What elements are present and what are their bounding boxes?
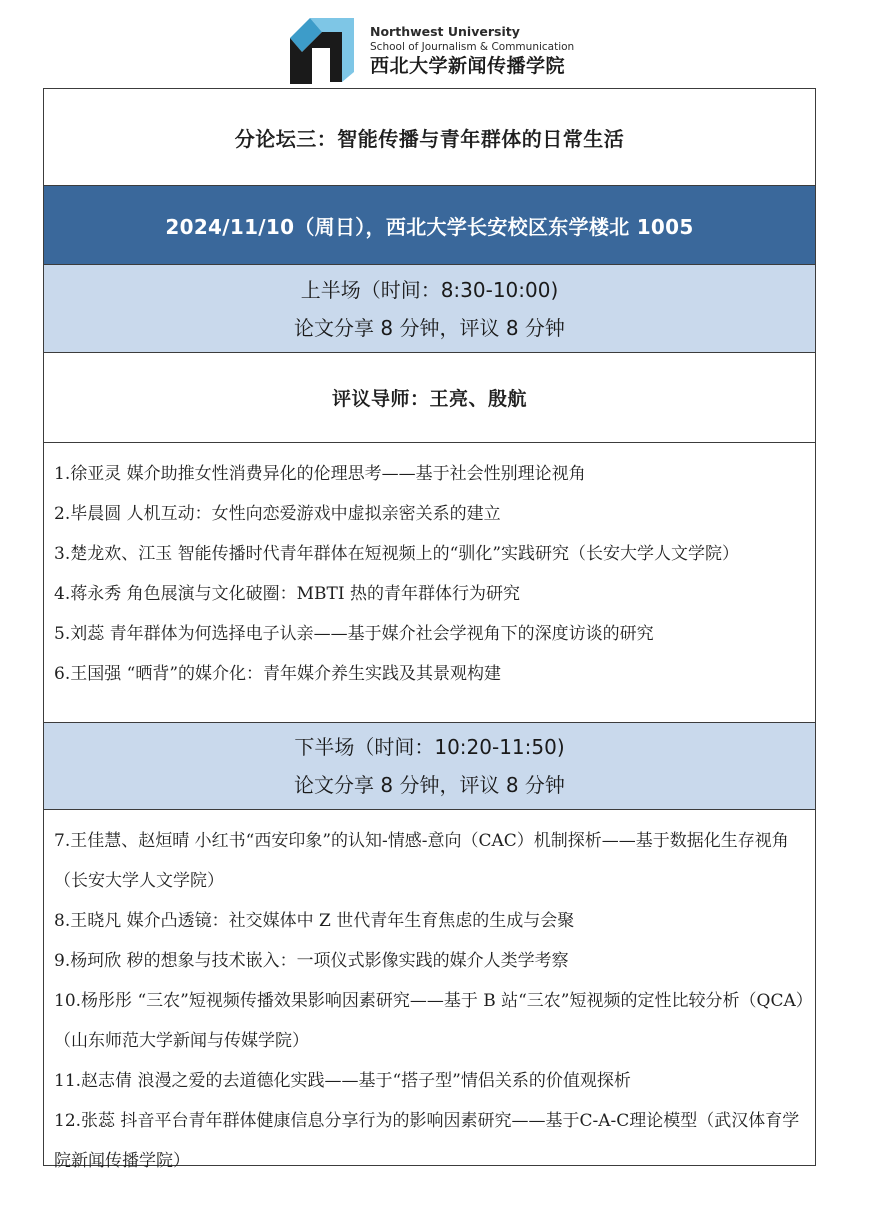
second-half-session: 下半场（时间：10:20-11:50) [294, 735, 565, 759]
paper-item: 10.杨彤彤 “三农”短视频传播效果影响因素研究——基于 B 站“三农”短视频的定性比较分析（QCA）（山东师范大学新闻与传媒学院） [54, 991, 805, 1051]
first-half-format: 论文分享 8 分钟，评议 8 分钟 [294, 315, 565, 340]
paper-item: 12.张蕊 抖音平台青年群体健康信息分享行为的影响因素研究——基于C-A-C理论模型（武汉体育学院新闻传播学院） [54, 1111, 800, 1171]
paper-item: 9.杨珂欣 秽的想象与技术嵌入：一项仪式影像实践的媒介人类学考察 [54, 951, 569, 971]
first-half-header [44, 265, 815, 353]
first-half-session: 上半场（时间：8:30-10:00) [300, 277, 559, 302]
schedule-table [43, 88, 816, 1171]
paper-item: 8.王晓凡 媒介凸透镜：社交媒体中 Z 世代青年生育焦虑的生成与会聚 [54, 911, 575, 931]
paper-item: 2.毕晨圆 人机互动：女性向恋爱游戏中虚拟亲密关系的建立 [54, 504, 501, 524]
second-half-format: 论文分享 8 分钟，评议 8 分钟 [294, 773, 565, 797]
paper-item: 11.赵志倩 浪漫之爱的去道德化实践——基于“搭子型”情侣关系的价值观探析 [54, 1071, 631, 1091]
paper-item: 1.徐亚灵 媒介助推女性消费异化的伦理思考——基于社会性别理论视角 [54, 464, 586, 484]
logo-university-en: Northwest University [370, 24, 520, 39]
first-half-paper-list [44, 443, 815, 723]
paper-item: 7.王佳慧、赵烜晴 小红书“西安印象”的认知-情感-意向（CAC）机制探析——基于数据化生存视角（长安大学人文学院） [54, 831, 789, 891]
paper-item: 6.王国强 “晒背”的媒介化：青年媒介养生实践及其景观构建 [54, 664, 502, 684]
date-venue: 2024/11/10（周日），西北大学长安校区东学楼北 1005 [165, 214, 694, 239]
paper-item: 5.刘蕊 青年群体为何选择电子认亲——基于媒介社会学视角下的深度访谈的研究 [54, 624, 654, 644]
mentor-row [44, 353, 815, 443]
logo-name-cn: 西北大学新闻传播学院 [370, 55, 566, 77]
university-logo [288, 14, 578, 84]
paper-item: 3.楚龙欢、江玉 智能传播时代青年群体在短视频上的“驯化”实践研究（长安大学人文学院） [54, 544, 740, 564]
review-mentors: 评议导师：王亮、殷航 [331, 388, 527, 410]
nwu-cube-logo-icon [288, 14, 356, 84]
second-half-header [44, 723, 815, 810]
title-row [44, 89, 815, 186]
date-venue-row [44, 186, 815, 265]
forum-title: 分论坛三：智能传播与青年群体的日常生活 [234, 126, 625, 151]
second-half-paper-list [44, 810, 815, 1171]
logo-school-en: School of Journalism & Communication [370, 41, 575, 53]
paper-item: 4.蒋永秀 角色展演与文化破圈：MBTI 热的青年群体行为研究 [54, 584, 520, 604]
